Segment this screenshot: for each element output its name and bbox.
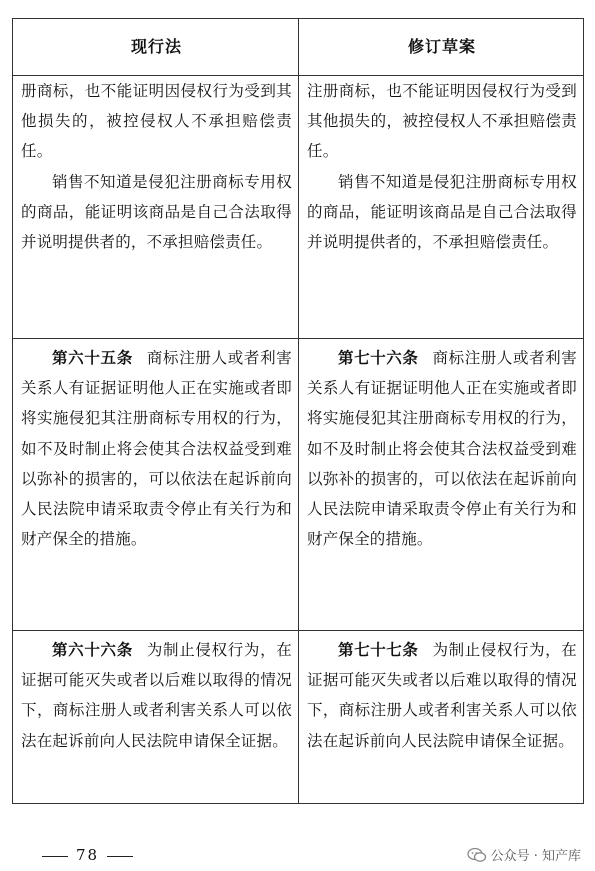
paragraph: 册商标，也不能证明因侵权行为受到其他损失的，被控侵权人不承担赔偿责任。 xyxy=(21,82,292,161)
revision-draft-cell xyxy=(298,631,583,803)
paragraph xyxy=(21,343,292,554)
header-revision-draft: 修订草案 xyxy=(298,19,583,75)
article-number: 第六十六条 xyxy=(52,641,133,659)
article-number: 第七十七条 xyxy=(338,641,419,659)
wechat-icon xyxy=(467,847,487,863)
paragraph xyxy=(307,343,577,554)
revision-draft-cell xyxy=(298,76,583,338)
article-text: 商标注册人或者利害关系人有证据证明他人正在实施或者即将实施侵犯其注册商标专用权的行为，如不及时制止将会使其合法权益受到难以弥补的损害的，可以依法在起诉前向人民法院申请采取责令停止有关行为和财产保全的措施。 xyxy=(307,349,577,549)
watermark xyxy=(467,845,581,864)
current-law-cell xyxy=(13,631,298,803)
header-current-law: 现行法 xyxy=(130,36,182,56)
article-number: 第七十六条 xyxy=(338,349,419,367)
article-text: 为制止侵权行为，在证据可能灭失或者以后难以取得的情况下，商标注册人或者利害关系人可以依法在起诉前向人民法院申请保全证据。 xyxy=(307,641,577,750)
divider xyxy=(42,856,68,857)
watermark-text: 公众号 · 知产库 xyxy=(490,849,581,864)
current-law-cell xyxy=(13,339,298,630)
paragraph: 注册商标，也不能证明因侵权行为受到其他损失的，被控侵权人不承担赔偿责任。 xyxy=(307,82,577,161)
paragraph xyxy=(307,635,577,756)
divider xyxy=(107,856,133,857)
table-header-row xyxy=(13,19,583,75)
paragraph: 销售不知道是侵犯注册商标专用权的商品，能证明该商品是自己合法取得并说明提供者的，不承担赔偿责任。 xyxy=(307,172,577,252)
table-row xyxy=(13,75,583,338)
article-text: 为制止侵权行为，在证据可能灭失或者以后难以取得的情况下，商标注册人或者利害关系人可以依法在起诉前向人民法院申请保全证据。 xyxy=(21,641,292,750)
page-number: 78 xyxy=(76,846,100,864)
table-row xyxy=(13,338,583,630)
paragraph: 销售不知道是侵犯注册商标专用权的商品，能证明该商品是自己合法取得并说明提供者的，不承担赔偿责任。 xyxy=(21,172,292,252)
current-law-cell xyxy=(13,76,298,338)
page-number-footer xyxy=(34,846,141,864)
comparison-table xyxy=(12,18,584,804)
paragraph xyxy=(21,635,292,756)
revision-draft-cell xyxy=(298,339,583,630)
article-number: 第六十五条 xyxy=(52,349,133,367)
article-text: 商标注册人或者利害关系人有证据证明他人正在实施或者即将实施侵犯其注册商标专用权的行为，如不及时制止将会使其合法权益受到难以弥补的损害的，可以依法在起诉前向人民法院申请采取责令停止有关行为和财产保全的措施。 xyxy=(21,349,292,549)
table-row xyxy=(13,630,583,803)
